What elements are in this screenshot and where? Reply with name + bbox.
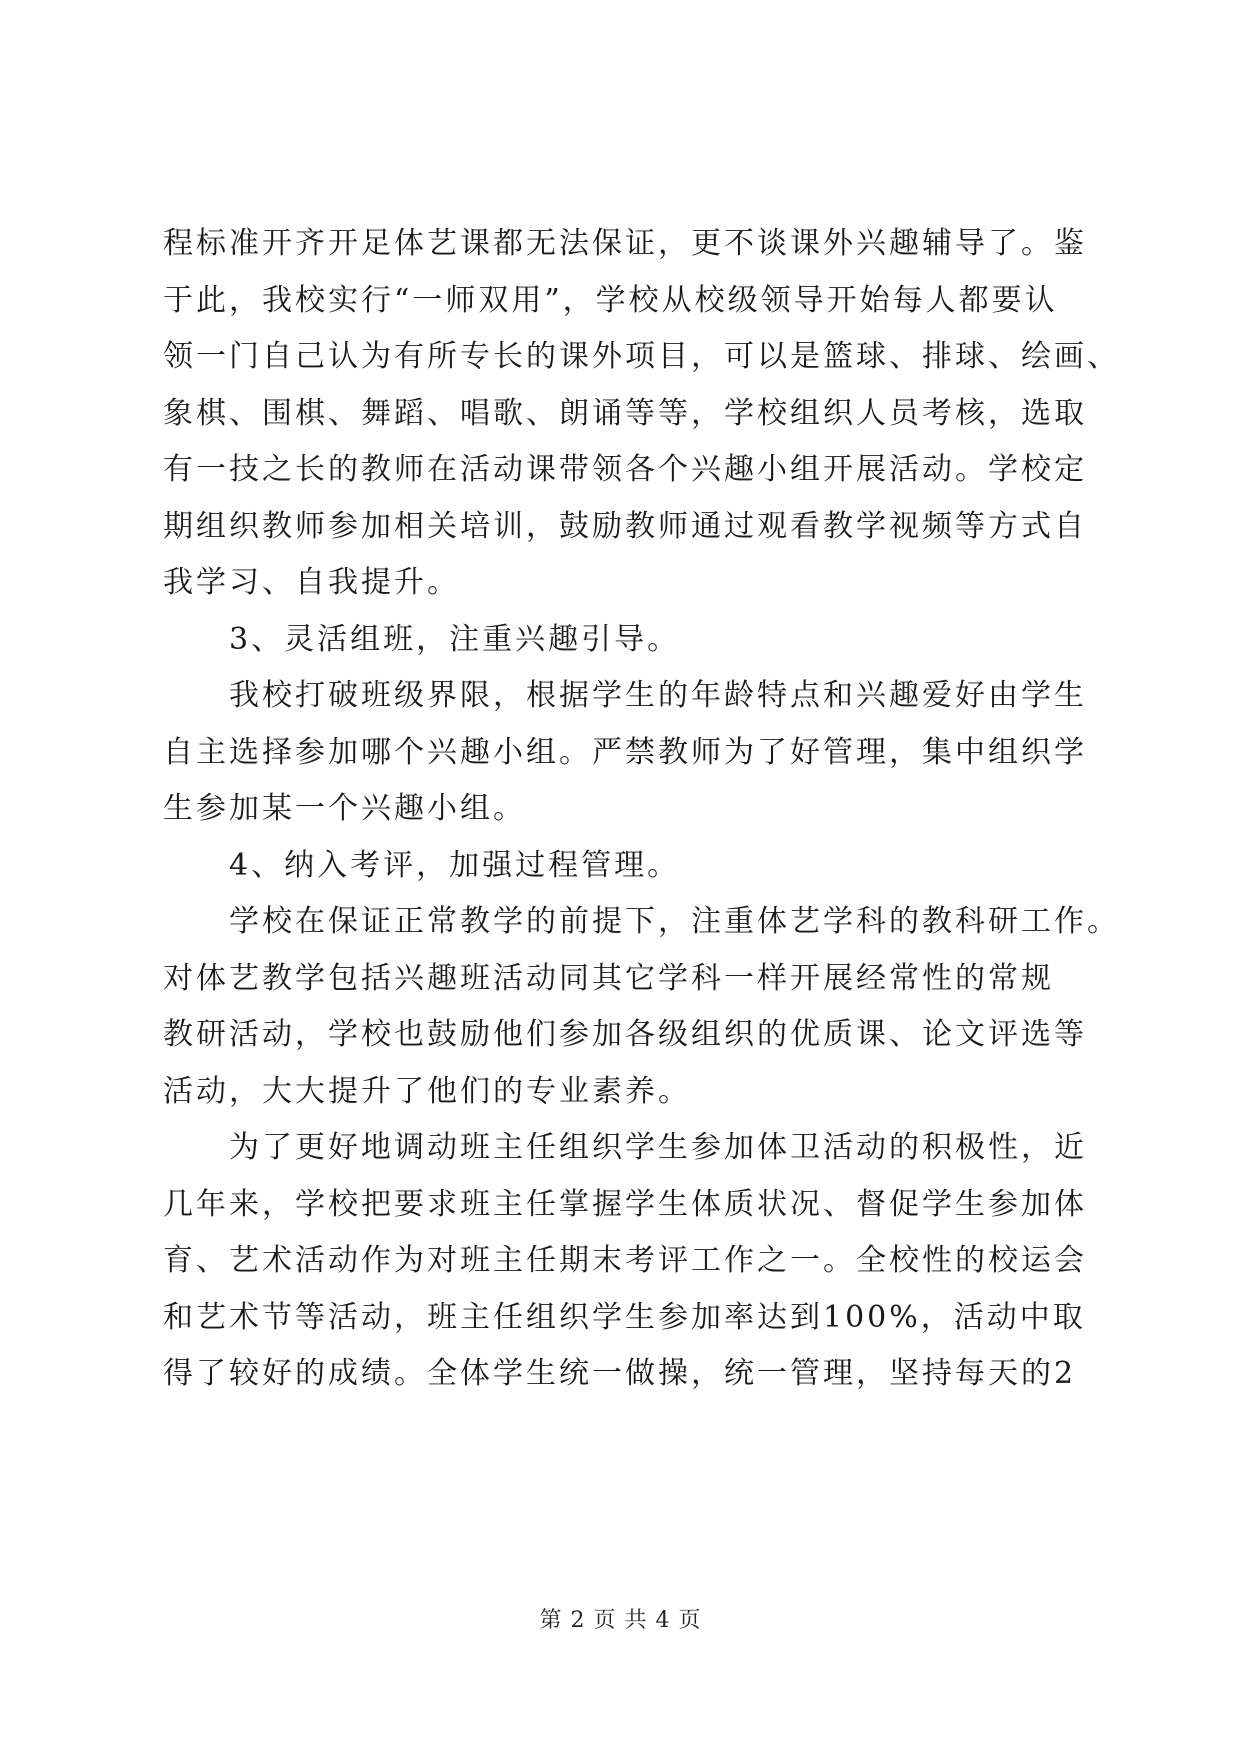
body-text-line: 得了较好的成绩。全体学生统一做操，统一管理，坚持每天的2 xyxy=(163,1356,1077,1391)
body-text-line: 程标准开齐开足体艺课都无法保证，更不谈课外兴趣辅导了。鉴 xyxy=(163,226,1087,261)
body-text-line: 期组织教师参加相关培训，鼓励教师通过观看教学视频等方式自 xyxy=(163,509,1087,544)
body-text-line: 对体艺教学包括兴趣班活动同其它学科一样开展经常性的常规 xyxy=(163,961,1054,996)
body-text-line: 为了更好地调动班主任组织学生参加体卫活动的积极性，近 xyxy=(229,1130,1087,1165)
body-text-line: 生参加某一个兴趣小组。 xyxy=(163,791,526,826)
body-text-line: 于此，我校实行“一师双用”，学校从校级领导开始每人都要认 xyxy=(163,283,1058,318)
section-heading-4: 4、纳入考评，加强过程管理。 xyxy=(229,848,681,883)
body-text-line: 象棋、围棋、舞蹈、唱歌、朗诵等等，学校组织人员考核，选取 xyxy=(163,396,1087,431)
body-text-line: 活动，大大提升了他们的专业素养。 xyxy=(163,1074,691,1109)
body-text-line: 几年来，学校把要求班主任掌握学生体质状况、督促学生参加体 xyxy=(163,1187,1087,1222)
body-text-line: 自主选择参加哪个兴趣小组。严禁教师为了好管理，集中组织学 xyxy=(163,735,1087,770)
body-text-line: 学校在保证正常教学的前提下，注重体艺学科的教科研工作。 xyxy=(229,904,1120,939)
page-number-footer: 第 2 页 共 4 页 xyxy=(539,1608,702,1633)
body-text-line: 育、艺术活动作为对班主任期末考评工作之一。全校性的校运会 xyxy=(163,1243,1087,1278)
body-text-line: 教研活动，学校也鼓励他们参加各级组织的优质课、论文评选等 xyxy=(163,1017,1087,1052)
section-heading-3: 3、灵活组班，注重兴趣引导。 xyxy=(229,622,681,657)
body-text-line: 有一技之长的教师在活动课带领各个兴趣小组开展活动。学校定 xyxy=(163,452,1087,487)
body-text-line: 和艺术节等活动，班主任组织学生参加率达到100%，活动中取 xyxy=(163,1300,1086,1335)
body-text-line: 我校打破班级界限，根据学生的年龄特点和兴趣爱好由学生 xyxy=(229,678,1087,713)
body-text-line: 领一门自己认为有所专长的课外项目，可以是篮球、排球、绘画、 xyxy=(163,339,1120,374)
body-text-line: 我学习、自我提升。 xyxy=(163,565,460,600)
